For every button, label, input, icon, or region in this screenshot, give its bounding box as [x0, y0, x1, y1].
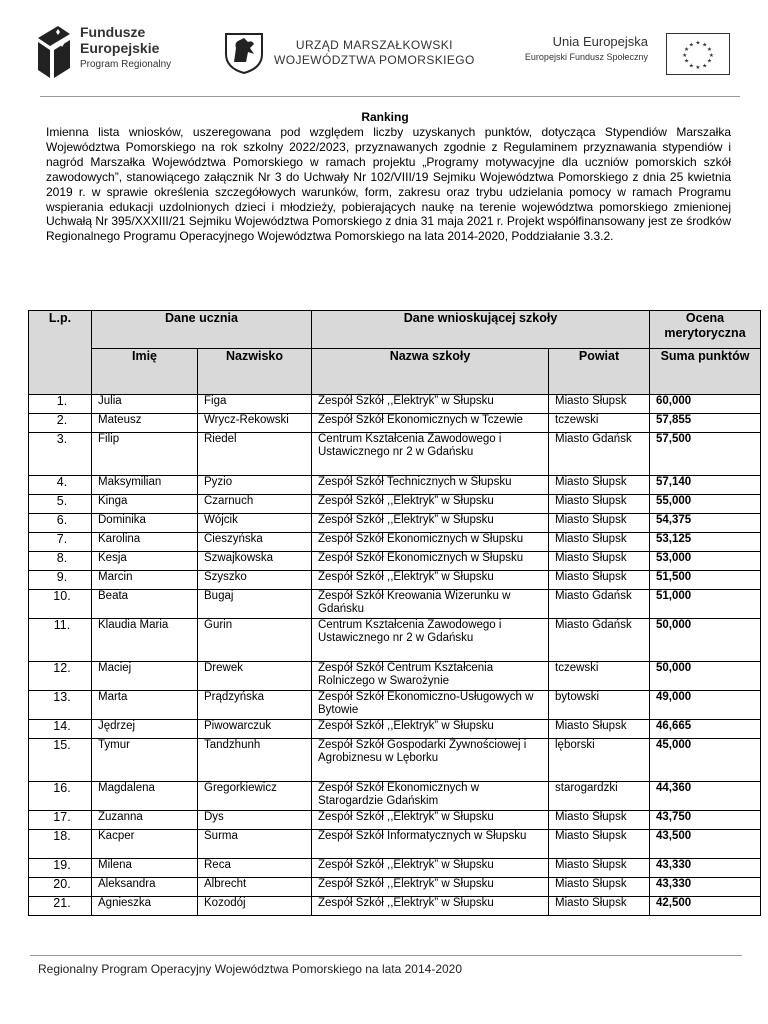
- last-name-cell: Figa: [198, 395, 312, 414]
- first-name-cell: Kesja: [92, 552, 198, 571]
- table-row: [29, 590, 761, 619]
- district-cell: Miasto Słupsk: [549, 897, 650, 916]
- points-cell: 44,360: [650, 782, 761, 811]
- logo-ue-line1: Unia Europejska: [552, 34, 648, 49]
- table-row: [29, 739, 761, 782]
- svg-text:★: ★: [706, 58, 712, 65]
- school-name-cell: Zespół Szkół ,,Elektryk” w Słupsku: [312, 514, 549, 533]
- table-row: [29, 619, 761, 662]
- lp-cell: 7.: [29, 533, 92, 552]
- last-name-cell: Gurin: [198, 619, 312, 662]
- header-school-name: Nazwa szkoły: [312, 349, 549, 395]
- points-cell: 57,500: [650, 433, 761, 476]
- lp-cell: 17.: [29, 811, 92, 830]
- school-name-cell: Zespół Szkół Ekonomicznych w Słupsku: [312, 552, 549, 571]
- footer-text: Regionalny Program Operacyjny Województwa Pomorskiego na lata 2014-2020: [38, 962, 463, 976]
- svg-text:★: ★: [682, 52, 688, 59]
- header-student-group: Dane ucznia: [92, 311, 312, 349]
- table-row: [29, 782, 761, 811]
- school-name-cell: Zespół Szkół ,,Elektryk” w Słupsku: [312, 571, 549, 590]
- lp-cell: 19.: [29, 859, 92, 878]
- eu-flag-icon: [666, 33, 730, 75]
- lp-cell: 9.: [29, 571, 92, 590]
- first-name-cell: Tymur: [92, 739, 198, 782]
- lp-cell: 11.: [29, 619, 92, 662]
- district-cell: tczewski: [549, 662, 650, 691]
- points-cell: 43,330: [650, 878, 761, 897]
- svg-text:★: ★: [684, 58, 690, 65]
- points-cell: 53,125: [650, 533, 761, 552]
- first-name-cell: Julia: [92, 395, 198, 414]
- griffin-crest-icon: [222, 28, 266, 74]
- points-cell: 57,855: [650, 414, 761, 433]
- district-cell: Miasto Słupsk: [549, 830, 650, 859]
- table-row: [29, 859, 761, 878]
- points-cell: 45,000: [650, 739, 761, 782]
- points-cell: 43,750: [650, 811, 761, 830]
- points-cell: 55,000: [650, 495, 761, 514]
- lp-cell: 3.: [29, 433, 92, 476]
- district-cell: Miasto Słupsk: [549, 552, 650, 571]
- lp-cell: 12.: [29, 662, 92, 691]
- lp-cell: 14.: [29, 720, 92, 739]
- district-cell: Miasto Gdańsk: [549, 619, 650, 662]
- lp-cell: 15.: [29, 739, 92, 782]
- lp-cell: 21.: [29, 897, 92, 916]
- svg-text:★: ★: [688, 42, 694, 49]
- header-points: Suma punktów: [650, 349, 761, 395]
- table-row: [29, 811, 761, 830]
- svg-text:★: ★: [695, 65, 701, 72]
- svg-text:★: ★: [695, 40, 701, 47]
- svg-text:★: ★: [684, 47, 690, 54]
- lp-cell: 4.: [29, 476, 92, 495]
- school-name-cell: Zespół Szkół ,,Elektryk” w Słupsku: [312, 859, 549, 878]
- district-cell: Miasto Słupsk: [549, 395, 650, 414]
- district-cell: Miasto Słupsk: [549, 811, 650, 830]
- table-row: [29, 878, 761, 897]
- lp-cell: 18.: [29, 830, 92, 859]
- district-cell: Miasto Słupsk: [549, 571, 650, 590]
- last-name-cell: Szwajkowska: [198, 552, 312, 571]
- first-name-cell: Karolina: [92, 533, 198, 552]
- school-name-cell: Zespół Szkół ,,Elektryk” w Słupsku: [312, 897, 549, 916]
- header-first-name: Imię: [92, 349, 198, 395]
- points-cell: 57,140: [650, 476, 761, 495]
- last-name-cell: Piwowarczuk: [198, 720, 312, 739]
- document-intro: Imienna lista wniosków, uszeregowana pod względem liczby uzyskanych punktów, dotycząca Stypendiów Marszałka Województwa Pomorskiego na rok szkolny 2022/2023, przyznawanych zgodnie z Regulaminem przyznawania stypendiów i nagród Marszałka Województwa Pomorskiego w ramach projektu „Programy motywacyjne dla uczniów pomorskich szkół zawodowych”, stanowiącego załącznik Nr 3 do Uchwały Nr 102/VIII/19 Sejmiku Województwa Pomorskiego z dnia 25 kwietnia 2019 r. w sprawie określenia szczegółowych warunków, form, zakresu oraz trybu udzielania pomocy w ramach Programu wspierania edukacji uzdolnionych dzieci i młodzieży, pobierających naukę na terenie województwa pomorskiego zmienionej Uchwałą Nr 395/XXXIII/21 Sejmiku Województwa Pomorskiego z dnia 31 maja 2021 r. Projekt współfinansowany jest ze środków Regionalnego Programu Operacyjnego Województwa Pomorskiego na lata 2014-2020, Poddziałanie 3.3.2.: [46, 125, 731, 244]
- first-name-cell: Aleksandra: [92, 878, 198, 897]
- page-header: [0, 0, 768, 98]
- header-score-group: Ocena merytoryczna: [650, 311, 761, 349]
- table-row: [29, 691, 761, 720]
- table-row: [29, 830, 761, 859]
- points-cell: 46,665: [650, 720, 761, 739]
- first-name-cell: Marcin: [92, 571, 198, 590]
- last-name-cell: Pyzio: [198, 476, 312, 495]
- last-name-cell: Reca: [198, 859, 312, 878]
- header-divider: [40, 96, 740, 97]
- first-name-cell: Agnieszka: [92, 897, 198, 916]
- header-lp: L.p.: [29, 311, 92, 395]
- district-cell: Miasto Słupsk: [549, 533, 650, 552]
- svg-text:★: ★: [706, 47, 712, 54]
- last-name-cell: Szyszko: [198, 571, 312, 590]
- table-row: [29, 395, 761, 414]
- svg-text:★: ★: [688, 63, 694, 70]
- district-cell: Miasto Słupsk: [549, 514, 650, 533]
- lp-cell: 10.: [29, 590, 92, 619]
- last-name-cell: Wójcik: [198, 514, 312, 533]
- urzad-marszalkowski-logo: [222, 28, 482, 76]
- table-row: [29, 495, 761, 514]
- logo-fe-line1: Fundusze: [80, 24, 146, 40]
- district-cell: Miasto Słupsk: [549, 495, 650, 514]
- svg-text:★: ★: [702, 42, 708, 49]
- school-name-cell: Zespół Szkół Ekonomicznych w Tczewie: [312, 414, 549, 433]
- school-name-cell: Zespół Szkół Gospodarki Żywnościowej i Agrobiznesu w Lęborku: [312, 739, 549, 782]
- school-name-cell: Zespół Szkół ,,Elektryk” w Słupsku: [312, 878, 549, 897]
- lp-cell: 20.: [29, 878, 92, 897]
- school-name-cell: Zespół Szkół Technicznych w Słupsku: [312, 476, 549, 495]
- district-cell: Miasto Słupsk: [549, 859, 650, 878]
- table-row: [29, 514, 761, 533]
- table-row: [29, 552, 761, 571]
- first-name-cell: Mateusz: [92, 414, 198, 433]
- first-name-cell: Milena: [92, 859, 198, 878]
- school-name-cell: Zespół Szkół ,,Elektryk” w Słupsku: [312, 720, 549, 739]
- points-cell: 50,000: [650, 662, 761, 691]
- lp-cell: 6.: [29, 514, 92, 533]
- first-name-cell: Kacper: [92, 830, 198, 859]
- lp-cell: 2.: [29, 414, 92, 433]
- school-name-cell: Zespół Szkół Centrum Kształcenia Rolniczego w Swarożynie: [312, 662, 549, 691]
- last-name-cell: Bugaj: [198, 590, 312, 619]
- ranking-table: [28, 310, 761, 916]
- logo-um-line1: URZĄD MARSZAŁKOWSKI: [295, 38, 453, 52]
- logo-um-line2: WOJEWÓDZTWA POMORSKIEGO: [274, 53, 475, 67]
- lp-cell: 16.: [29, 782, 92, 811]
- table-row: [29, 897, 761, 916]
- table-row: [29, 571, 761, 590]
- school-name-cell: Zespół Szkół Informatycznych w Słupsku: [312, 830, 549, 859]
- fundusze-europejskie-emblem-icon: [36, 24, 72, 80]
- points-cell: 42,500: [650, 897, 761, 916]
- district-cell: bytowski: [549, 691, 650, 720]
- first-name-cell: Marta: [92, 691, 198, 720]
- district-cell: tczewski: [549, 414, 650, 433]
- first-name-cell: Maciej: [92, 662, 198, 691]
- logo-fe-line3: Program Regionalny: [80, 59, 172, 70]
- school-name-cell: Zespół Szkół Kreowania Wizerunku w Gdańsku: [312, 590, 549, 619]
- first-name-cell: Filip: [92, 433, 198, 476]
- table-row: [29, 414, 761, 433]
- district-cell: starogardzki: [549, 782, 650, 811]
- table-row: [29, 720, 761, 739]
- school-name-cell: Zespół Szkół ,,Elektryk” w Słupsku: [312, 811, 549, 830]
- points-cell: 49,000: [650, 691, 761, 720]
- school-name-cell: Zespół Szkół ,,Elektryk” w Słupsku: [312, 395, 549, 414]
- points-cell: 43,330: [650, 859, 761, 878]
- unia-europejska-logo: [508, 33, 748, 79]
- points-cell: 51,000: [650, 590, 761, 619]
- school-name-cell: Zespół Szkół Ekonomiczno-Usługowych w Bytowie: [312, 691, 549, 720]
- district-cell: lęborski: [549, 739, 650, 782]
- last-name-cell: Kozodój: [198, 897, 312, 916]
- first-name-cell: Dominika: [92, 514, 198, 533]
- school-name-cell: Centrum Kształcenia Zawodowego i Ustawicznego nr 2 w Gdańsku: [312, 433, 549, 476]
- first-name-cell: Jędrzej: [92, 720, 198, 739]
- last-name-cell: Czarnuch: [198, 495, 312, 514]
- district-cell: Miasto Słupsk: [549, 720, 650, 739]
- points-cell: 53,000: [650, 552, 761, 571]
- school-name-cell: Zespół Szkół Ekonomicznych w Słupsku: [312, 533, 549, 552]
- table-row: [29, 433, 761, 476]
- last-name-cell: Drewek: [198, 662, 312, 691]
- points-cell: 43,500: [650, 830, 761, 859]
- school-name-cell: Zespół Szkół Ekonomicznych w Starogardzie Gdańskim: [312, 782, 549, 811]
- last-name-cell: Wrycz-Rekowski: [198, 414, 312, 433]
- first-name-cell: Klaudia Maria: [92, 619, 198, 662]
- school-name-cell: Zespół Szkół ,,Elektryk” w Słupsku: [312, 495, 549, 514]
- last-name-cell: Albrecht: [198, 878, 312, 897]
- last-name-cell: Riedel: [198, 433, 312, 476]
- svg-text:★: ★: [708, 52, 714, 59]
- table-row: [29, 533, 761, 552]
- lp-cell: 13.: [29, 691, 92, 720]
- first-name-cell: Zuzanna: [92, 811, 198, 830]
- header-last-name: Nazwisko: [198, 349, 312, 395]
- last-name-cell: Dys: [198, 811, 312, 830]
- lp-cell: 8.: [29, 552, 92, 571]
- document-title: Ranking: [361, 110, 409, 124]
- first-name-cell: Beata: [92, 590, 198, 619]
- table-row: [29, 476, 761, 495]
- lp-cell: 5.: [29, 495, 92, 514]
- header-school-group: Dane wnioskującej szkoły: [312, 311, 650, 349]
- last-name-cell: Tandzhunh: [198, 739, 312, 782]
- header-district: Powiat: [549, 349, 650, 395]
- district-cell: Miasto Słupsk: [549, 476, 650, 495]
- first-name-cell: Kinga: [92, 495, 198, 514]
- table-row: [29, 662, 761, 691]
- fundusze-europejskie-logo: [36, 24, 206, 82]
- svg-text:★: ★: [702, 63, 708, 70]
- ranking-table-body: [29, 395, 761, 916]
- last-name-cell: Surma: [198, 830, 312, 859]
- last-name-cell: Gregorkiewicz: [198, 782, 312, 811]
- first-name-cell: Magdalena: [92, 782, 198, 811]
- district-cell: Miasto Gdańsk: [549, 433, 650, 476]
- lp-cell: 1.: [29, 395, 92, 414]
- first-name-cell: Maksymilian: [92, 476, 198, 495]
- logo-fe-line2: Europejskie: [80, 40, 160, 56]
- points-cell: 50,000: [650, 619, 761, 662]
- points-cell: 60,000: [650, 395, 761, 414]
- last-name-cell: Prądzyńska: [198, 691, 312, 720]
- points-cell: 51,500: [650, 571, 761, 590]
- logo-ue-line2: Europejski Fundusz Społeczny: [524, 52, 648, 62]
- last-name-cell: Cieszyńska: [198, 533, 312, 552]
- school-name-cell: Centrum Kształcenia Zawodowego i Ustawicznego nr 2 w Gdańsku: [312, 619, 549, 662]
- district-cell: Miasto Gdańsk: [549, 590, 650, 619]
- footer-divider: [30, 955, 742, 956]
- points-cell: 54,375: [650, 514, 761, 533]
- district-cell: Miasto Słupsk: [549, 878, 650, 897]
